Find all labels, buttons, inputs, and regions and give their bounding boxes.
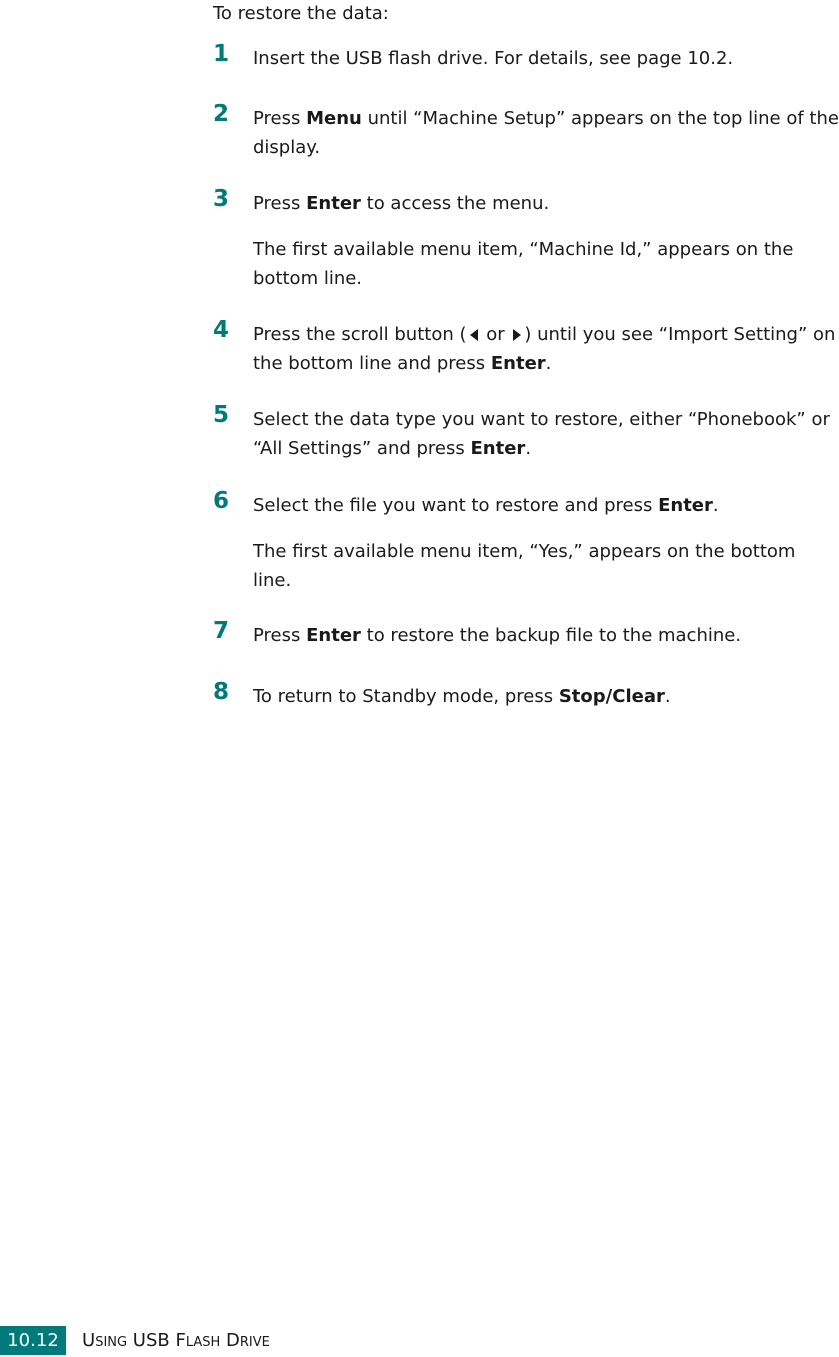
step-number: 4 [213,317,230,343]
step-1 [213,41,839,73]
intro-text: To restore the data: [213,3,389,24]
step-6: 6 Select the file you want to restore and press Enter. [213,488,719,516]
step-7: 7 Press Enter to restore the backup file to the machine. [213,618,742,646]
chapter-title: USING USB FLASH DRIVE [82,1330,270,1351]
step-3-note: The first available menu item, “Machine Id,” appears on the bottom line. [253,239,794,289]
enter-key: Enter [306,625,361,646]
step-3: 3 Press Enter to access the menu. [213,186,550,214]
step-number: 1 [213,41,230,67]
step-number: 7 [213,618,230,644]
step-6-note: The first available menu item, “Yes,” appears on the bottom line. [253,541,796,591]
step-2: 2 Press Menu until “Machine Setup” appears on the top line of the display. [213,101,839,158]
right-arrow-icon [512,328,522,342]
enter-key: Enter [490,353,546,374]
step-number: 8 [213,679,230,705]
step-5: 5 Select the data type you want to restore, either “Phonebook” or “All Settings” and press Enter. [213,402,830,459]
left-arrow-icon [469,328,479,342]
page-number: 10.12 [0,1326,66,1355]
step-8: 8 To return to Standby mode, press Stop/Clear. [213,679,671,707]
step-text: Insert the USB flash drive. For details, see page 10.2. [253,48,734,69]
enter-key: Enter [306,193,361,214]
step-number: 2 [213,101,230,127]
step-number: 6 [213,488,230,514]
step-4: 4 Press the scroll button ( or ) until you see “Import Setting” on the bottom line and press Enter. [213,317,836,374]
menu-key: Menu [306,108,362,129]
enter-key: Enter [658,495,713,516]
stop-clear-key: Stop/Clear [558,686,665,707]
enter-key: Enter [470,438,526,459]
step-number: 5 [213,402,230,428]
step-number: 3 [213,186,230,212]
